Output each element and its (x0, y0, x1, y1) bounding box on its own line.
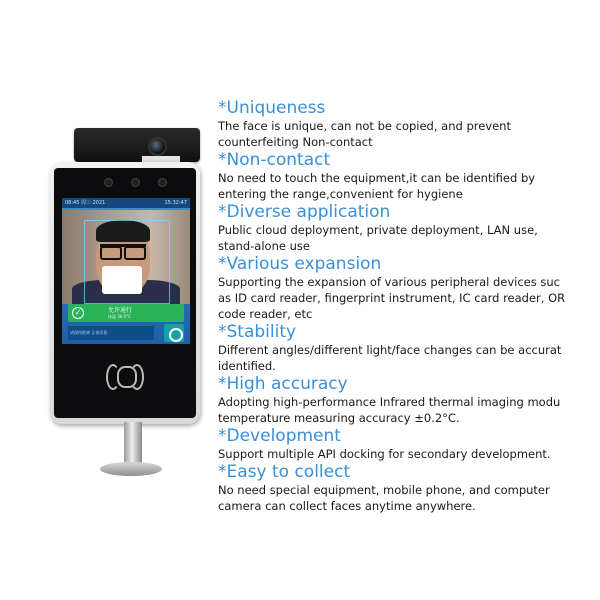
face-recognition-terminal (38, 128, 208, 478)
feature-title: *Stability (218, 322, 297, 342)
feature-various-expansion (218, 254, 570, 322)
feature-development (218, 426, 570, 462)
qr-scan-icon (164, 324, 184, 342)
feature-title: *Non-contact (218, 150, 331, 170)
feature-non-contact (218, 150, 570, 202)
sensor-dot-icon (131, 178, 140, 187)
feature-title: *High accuracy (218, 374, 348, 394)
feature-title: *Development (218, 426, 341, 446)
screen-status-bar (62, 198, 190, 208)
camera-module (74, 128, 200, 162)
front-sensors (104, 178, 167, 187)
feature-desc-line: code reader, etc (218, 307, 313, 321)
verification-text: 允许通行 (108, 307, 133, 314)
feature-uniqueness (218, 98, 570, 150)
feature-list (218, 98, 570, 514)
camera-lens-icon (148, 137, 167, 156)
feature-desc-line: No need special equipment, mobile phone, and computer (218, 483, 550, 497)
status-clock: 15:32:47 (164, 200, 187, 206)
feature-easy-to-collect (218, 462, 570, 514)
feature-desc-line: counterfeiting Non-contact (218, 135, 373, 149)
nfc-reader-icon (106, 360, 144, 390)
feature-title: *Easy to collect (218, 462, 351, 482)
feature-title: *Uniqueness (218, 98, 326, 118)
device-screen (62, 198, 190, 344)
nfc-wave-right (130, 364, 144, 390)
feature-high-accuracy (218, 374, 570, 426)
sensor-dot-icon (104, 178, 113, 187)
face-camera-view (62, 210, 190, 304)
feature-title: *Various expansion (218, 254, 382, 274)
feature-desc-line: Supporting the expansion of various peripheral devices suc (218, 275, 561, 289)
feature-desc-line: stand-alone use (218, 239, 310, 253)
feature-desc-line: Support multiple API docking for secondary development. (218, 447, 551, 461)
feature-desc-line: identified. (218, 359, 276, 373)
verification-banner (68, 304, 184, 322)
status-left: 08:45 周三 2021 (65, 200, 106, 206)
feature-desc-line: Different angles/different light/face changes can be accurat (218, 343, 562, 357)
feature-diverse-application (218, 202, 570, 254)
feature-desc-line: Adopting high-performance Infrared thermal imaging modu (218, 395, 561, 409)
device-panel (54, 168, 196, 418)
sensor-dot-icon (158, 178, 167, 187)
feature-desc-line: camera can collect faces anytime anywhere. (218, 499, 476, 513)
feature-desc-line: Public cloud deployment, private deployment, LAN use, (218, 223, 538, 237)
feature-desc-line: as ID card reader, fingerprint instrument, IC card reader, OR (218, 291, 566, 305)
feature-stability (218, 322, 570, 374)
feature-desc-line: The face is unique, can not be copied, and prevent (218, 119, 511, 133)
device-base (100, 462, 162, 476)
feature-desc-line: entering the range,convenient for hygiene (218, 187, 463, 201)
check-icon: ✓ (72, 307, 84, 319)
face-detection-box (84, 220, 170, 304)
screen-info-row: 请保持距离 正视屏幕 (68, 326, 154, 340)
temperature-text: 体温 36.5°C (108, 314, 131, 319)
feature-desc-line: temperature measuring accuracy ±0.2°C. (218, 411, 460, 425)
feature-title: *Diverse application (218, 202, 391, 222)
feature-desc-line: No need to touch the equipment,it can be identified by (218, 171, 536, 185)
